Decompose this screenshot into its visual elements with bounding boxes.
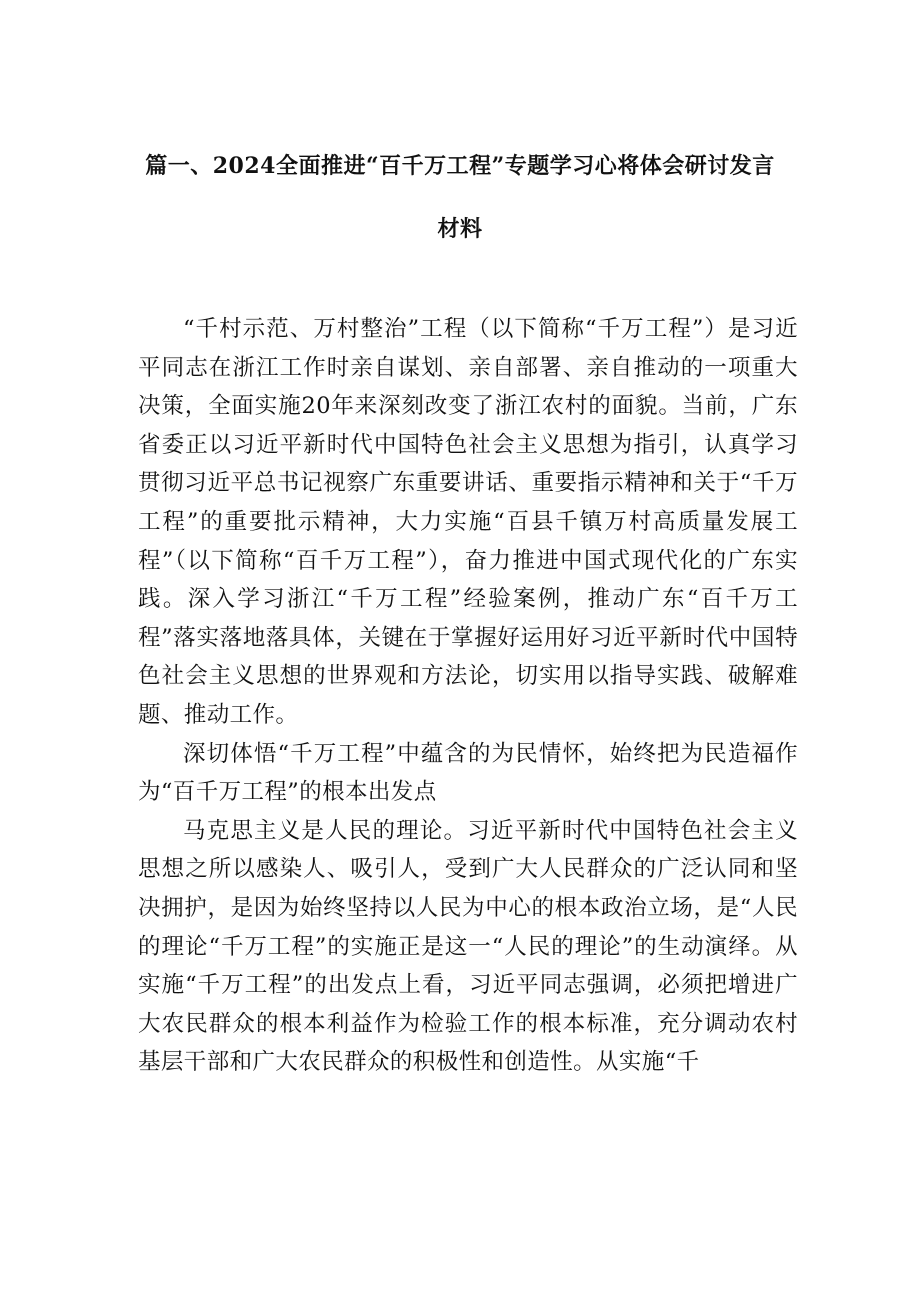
document-title-line-1: 篇一、2024全面推进“百千万工程”专题学习心将体会研讨发言 — [145, 153, 775, 179]
document-title-line-2: 材料 — [437, 216, 483, 242]
section-heading-paragraph: 深切体悟“千万工程”中蕴含的为民情怀，始终把为民造福作为“百千万工程”的根本出发点 — [138, 740, 798, 806]
body-paragraph-1: “千村示范、万村整治”工程（以下简称“千万工程”）是习近平同志在浙江工作时亲自谋划、亲自部署、亲自推动的一项重大决策，全面实施20年来深刻改变了浙江农村的面貌。当前，广东省委正以习近平新时代中国特色社会主义思想为指引，认真学习贯彻习近平总书记视察广东重要讲话、重要指示精神和关于“千万工程”的重要批示精神，大力实施“百县千镇万村高质量发展工程”（以下简称“百千万工程”），奋力推进中国式现代化的广东实践。深入学习浙江“千万工程”经验案例，推动广东“百千万工程”落实落地落具体，关键在于掌握好运用好习近平新时代中国特色社会主义思想的世界观和方法论，切实用以指导实践、破解难题、推动工作。 — [138, 316, 798, 728]
body-paragraph-2: 马克思主义是人民的理论。习近平新时代中国特色社会主义思想之所以感染人、吸引人，受到广大人民群众的广泛认同和坚决拥护，是因为始终坚持以人民为中心的根本政治立场，是“人民的理论“千万工程”的实施正是这一“人民的理论”的生动演绎。从实施“千万工程”的出发点上看，习近平同志强调，必须把增进广大农民群众的根本利益作为检验工作的根本标准，充分调动农村基层干部和广大农民群众的积极性和创造性。从实施“千 — [138, 817, 798, 1076]
document-body — [138, 310, 798, 1082]
